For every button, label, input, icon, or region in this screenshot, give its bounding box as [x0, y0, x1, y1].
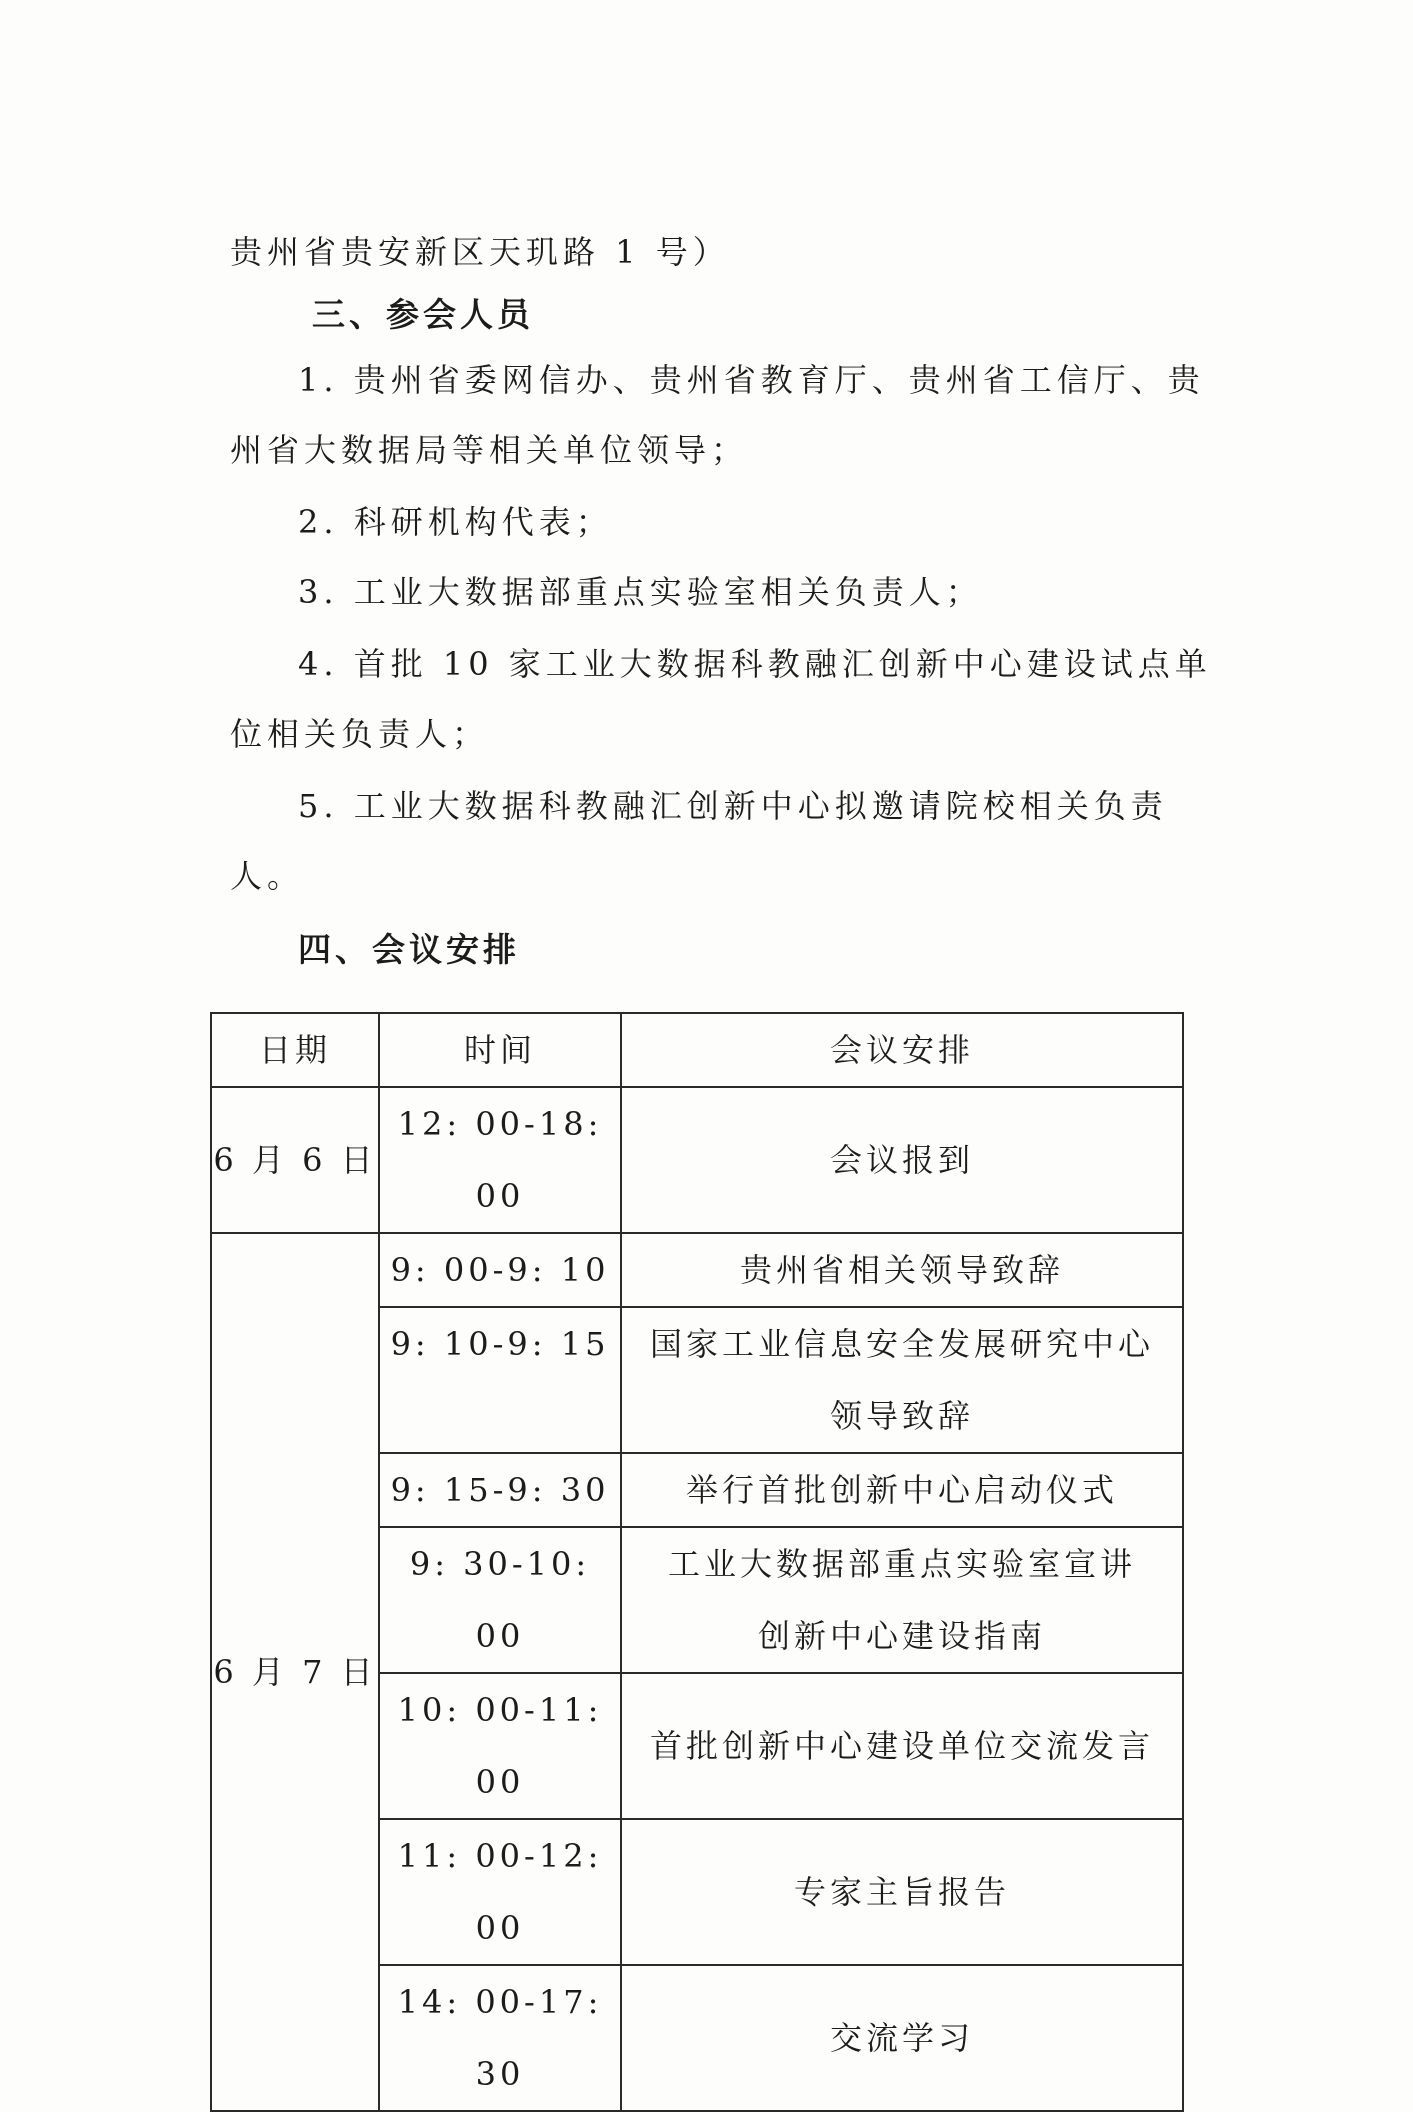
attendee-item-5-line-2: 人。 [230, 857, 305, 895]
agenda-cell: 首批创新中心建设单位交流发言 [621, 1673, 1183, 1819]
time-text: 9: 10-9: 15 [390, 1325, 610, 1363]
agenda-cell: 举行首批创新中心启动仪式 [621, 1453, 1183, 1527]
time-cell: 10: 00-11: 00 [379, 1673, 621, 1819]
attendee-item-4-line-1: 4. 首批 10 家工业大数据科教融汇创新中心建设试点单 [298, 645, 1212, 683]
agenda-text-line-1: 工业大数据部重点实验室宣讲 [667, 1545, 1136, 1583]
attendee-item-4-line-2: 位相关负责人； [230, 715, 490, 753]
agenda-cell [621, 1307, 1183, 1453]
agenda-text-line-2: 领导致辞 [829, 1397, 974, 1435]
time-cell: 11: 00-12: 00 [379, 1819, 621, 1965]
attendee-item-1-line-2: 州省大数据局等相关单位领导； [230, 431, 749, 469]
time-cell: 12: 00-18: 00 [379, 1087, 621, 1233]
agenda-cell: 专家主旨报告 [621, 1819, 1183, 1965]
table-row [211, 1087, 1183, 1233]
header-date: 日期 [211, 1013, 379, 1087]
section-3-heading: 三、参会人员 [312, 295, 534, 334]
agenda-cell [621, 1527, 1183, 1673]
date-cell: 6 月 7 日 [211, 1233, 379, 2111]
section-4-heading: 四、会议安排 [298, 930, 520, 969]
intro-address-tail: 贵州省贵安新区天玑路 1 号） [230, 233, 730, 271]
time-text: 9: 30-10: 00 [409, 1545, 591, 1655]
agenda-text-line-2: 创新中心建设指南 [757, 1617, 1046, 1655]
time-cell [379, 1527, 621, 1673]
attendee-item-5-line-1: 5. 工业大数据科教融汇创新中心拟邀请院校相关负责 [298, 787, 1168, 825]
agenda-cell: 会议报到 [621, 1087, 1183, 1233]
table-row [211, 1233, 1183, 1307]
time-cell [379, 1307, 621, 1453]
date-cell: 6 月 6 日 [211, 1087, 379, 1233]
time-cell: 9: 00-9: 10 [379, 1233, 621, 1307]
attendee-item-1-line-1: 1. 贵州省委网信办、贵州省教育厅、贵州省工信厅、贵 [298, 361, 1205, 399]
agenda-cell: 贵州省相关领导致辞 [621, 1233, 1183, 1307]
table-header-row [211, 1013, 1183, 1087]
meeting-schedule-table [210, 1012, 1184, 2112]
header-time: 时间 [379, 1013, 621, 1087]
attendee-item-3: 3. 工业大数据部重点实验室相关负责人； [298, 573, 983, 611]
attendee-item-2: 2. 科研机构代表； [298, 503, 613, 541]
time-cell: 14: 00-17: 30 [379, 1965, 621, 2111]
agenda-cell: 交流学习 [621, 1965, 1183, 2111]
header-agenda: 会议安排 [621, 1013, 1183, 1087]
agenda-text-line-1: 国家工业信息安全发展研究中心 [649, 1325, 1154, 1363]
time-cell: 9: 15-9: 30 [379, 1453, 621, 1527]
